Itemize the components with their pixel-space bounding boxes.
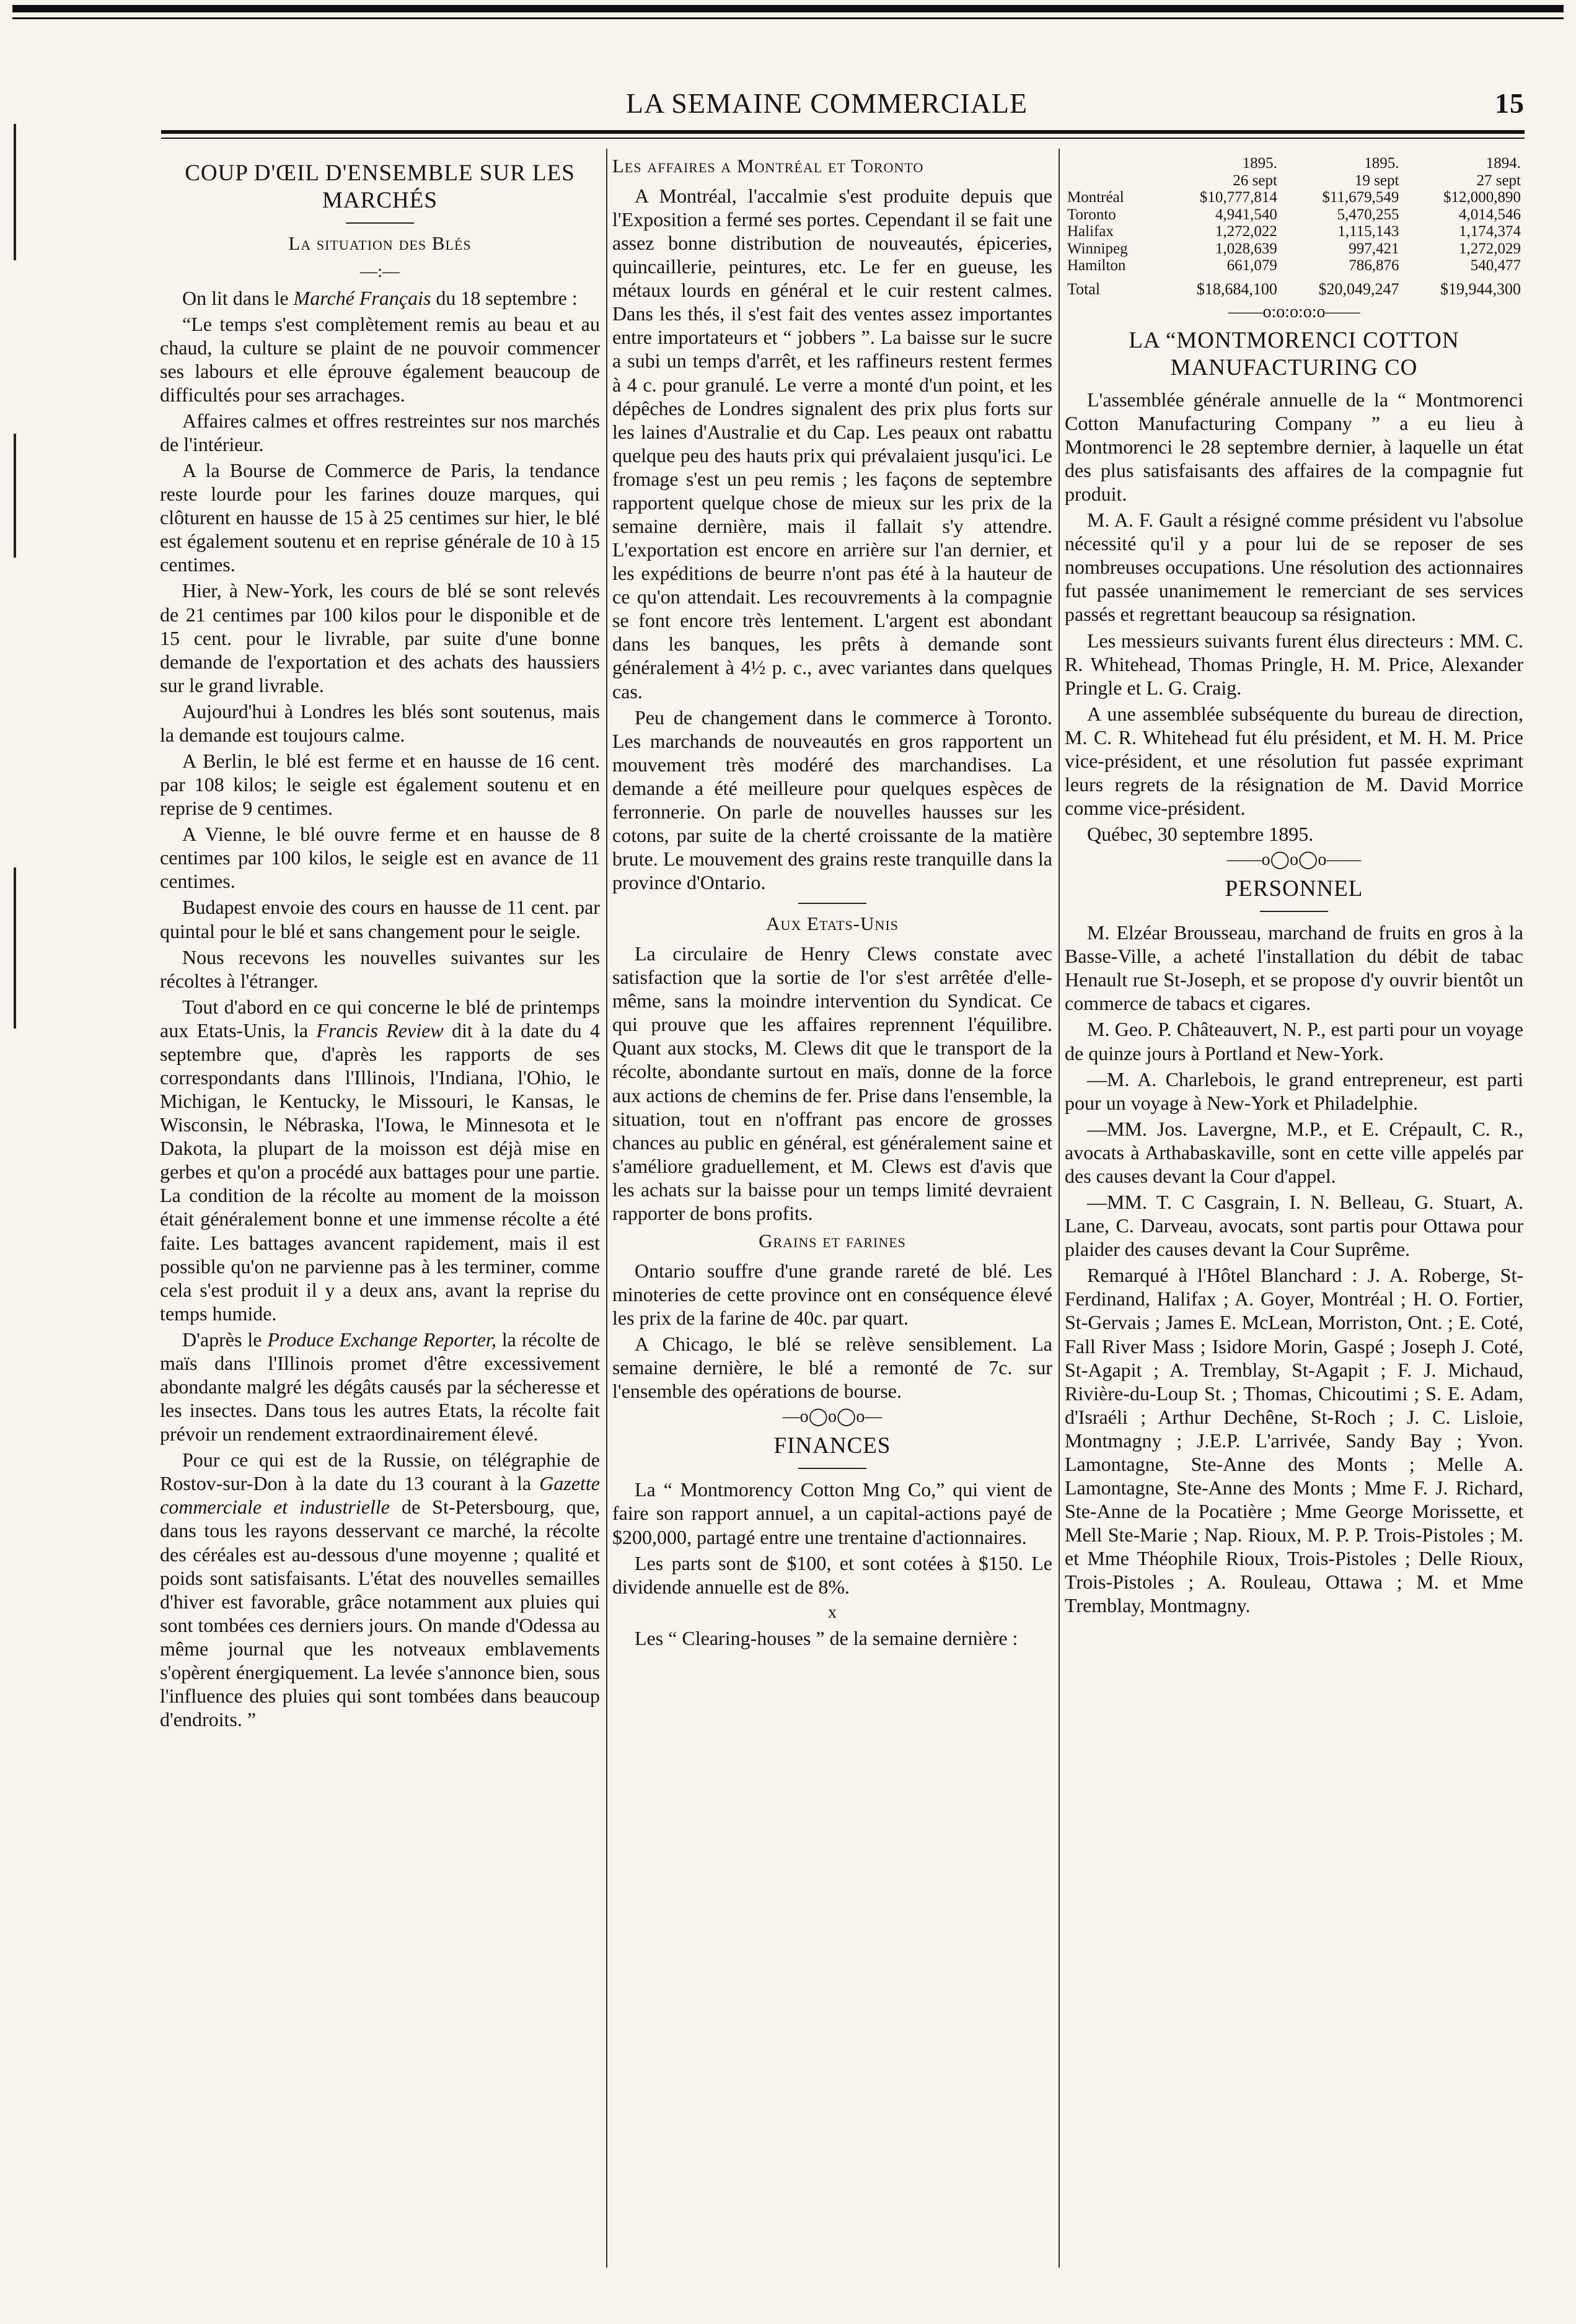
paragraph: A Montréal, l'accalmie s'est produite depuis que l'Exposition a fermé ses portes. Cependant il se fait une assez bonne distribution de nouveautés, épiceries, quincaillerie, peintures, etc. Le fer en gueuse, les métaux lourds en général et le cuir restent calmes. Dans les thés, il s'est fait des ventes assez importantes entre importateurs et “ jobbers ”. La baisse sur le sucre a subi un temps d'arrêt, et les raffineurs restent fermes à 4 c. pour granulé. Le verre a monté d'un point, et les dépêches de Londres signalent des prix plus forts sur les laines d'Australie et du Cap. Les peaux ont rabattu quelque peu des hauts prix qui prévalaient jusqu'ici. Le fromage s'est un peu remis ; les façons de septembre rapportent quelque chose de mieux sur les prix de la semaine dernière, mais il fallait s'y attendre. L'exportation est encore en arrière sur l'an dernier, et les expéditions de beurre n'ont pas été à la hauteur de ce qu'on attendait. Les recouvrements à la compagnie se font encore très lentement. L'argent est abondant dans les banques, les prêts à demande sont généralement à 4½ p. c., avec variantes dans quelques cas. [612, 184, 1052, 703]
ornament-separator: —o◯o◯o— [782, 1407, 883, 1427]
paragraph: —M. A. Charlebois, le grand entrepreneur, est parti pour un voyage à New-York et Philadelphie. [1065, 1068, 1523, 1114]
table-row: Toronto 4,941,540 5,470,255 4,014,546 [1067, 206, 1521, 223]
margin-mark [14, 867, 16, 1028]
article-heading: COUP D'ŒIL D'ENSEMBLE SUR LES MARCHÉS [185, 160, 575, 213]
running-header [161, 87, 1525, 124]
column-header: 1894. [1486, 155, 1521, 172]
ornament-separator: ——o◯o◯o—— [1226, 850, 1362, 870]
table-total-row: Total $18,684,100 $20,049,247 $19,944,300 [1067, 279, 1521, 298]
ornament-separator: ——o:o:o:o:o—— [1228, 302, 1360, 322]
paragraph: Les parts sont de $100, et sont cotées à $150. Le dividende annuelle est de 8%. [612, 1551, 1052, 1598]
paragraph: A une assemblée subséquente du bureau de direction, M. C. R. Whitehead fut élu président, et M. H. M. Price vice-président, et une résolution fut passée exprimant leurs regrets de la résignation de M. David Morrice comme vice-président. [1065, 702, 1523, 820]
paragraph: “Le temps s'est complètement remis au beau et au chaud, la culture se plaint de ne pouvoir commencer ses labours et elle éprouve également beaucoup de difficultés pour ses arrachages. [160, 312, 600, 406]
table-row: Winnipeg 1,028,639 997,421 1,272,029 [1067, 240, 1521, 257]
divider [346, 222, 414, 224]
column-header: 1895. [1242, 155, 1277, 172]
margin-mark [14, 434, 16, 558]
column-header: 27 sept [1476, 172, 1521, 189]
column-header: 26 sept [1233, 172, 1277, 189]
x-separator: x [828, 1602, 837, 1622]
article-heading: PERSONNEL [1225, 875, 1363, 901]
table-header-row [1065, 172, 1523, 190]
column-header: 1895. [1364, 155, 1399, 172]
paragraph: A Berlin, le blé est ferme et en hausse de 16 cent. par 108 kilos; le seigle est également soutenu et en reprise de 9 centimes. [160, 749, 600, 820]
paragraph: Remarqué à l'Hôtel Blanchard : J. A. Roberge, St-Ferdinand, Halifax ; A. Goyer, Montréal ; H. O. Fortier, St-Gervais ; James E. McLean, Morriston, Ont. ; E. Coté, Fall River Mass ; Isidore Morin, Gaspé ; Joseph J. Coté, St-Agapit ; A. Tremblay, St-Agapit ; F. J. Michaud, Rivière-du-Loup St. ; Thomas, Chicoutimi ; S. E. Adam, d'Israéli ; Arthur Dechêne, St-Roch ; J. C. Lisloie, Montmagny ; J.E.P. L'arrivée, Sandy Bay ; Yvon. Lamontagne, Ste-Anne des Monts ; Melle A. Lamontagne, Ste-Anne des Monts ; Mme F. J. Richard, Ste-Anne de la Pocatière ; Mme George Morissette, et Mell Ste-Marie ; Nap. Rioux, M. P. P. Trois-Pistoles ; M. et Mme Théophile Rioux, Trois-Pistoles ; Delle Rioux, Trois-Pistoles ; A. Rouleau, Ottawa ; M. et Mme Tremblay, Montmagny. [1065, 1264, 1523, 1617]
paragraph: Ontario souffre d'une grande rareté de blé. Les minoteries de cette province ont en conséquence élevé les prix de la farine de 40c. par quart. [612, 1259, 1052, 1330]
section-subheading: La situation des Blés [288, 232, 472, 255]
paragraph: Aujourd'hui à Londres les blés sont soutenus, mais la demande est toujours calme. [160, 699, 600, 746]
paragraph: Pour ce qui est de la Russie, on télégraphie de Rostov-sur-Don à la date du 13 courant à la Gazette commerciale et industrielle de St-Petersbourg, que, dans tous les rayons desservant ce marché, la récolte des céréales est au-dessous d'une moyenne ; qualité et poids sont satisfaisants. L'état des nouvelles semailles d'hiver est favorable, grâce notamment aux pluies qui sont tombées ces derniers jours. On mande d'Odessa au même journal que les notveaux emblavements s'opèrent énergiquement. La levée s'annonce bien, sous l'influence des pluies qui sont tombées dans beaucoup d'endroits. ” [160, 1449, 600, 1731]
section-subheading: Grains et farines [759, 1230, 906, 1252]
paragraph: Tout d'abord en ce qui concerne le blé de printemps aux Etats-Unis, la Francis Review dit à la date du 4 septembre que, d'après les rapports de ses correspondants dans l'Illinois, l'Indiana, l'Ohio, le Michigan, le Kentucky, le Missouri, le Kansas, le Wisconsin, le Nébraska, l'Iowa, le Minnesota et le Dakota, la plupart de la moisson est déjà mise en gerbes et qu'on a procédé aux battages pour une partie. La condition de la récolte au moment de la moisson était généralement bonne et une immense récolte a été faite. Les battages avancent rapidement, mais il est possible qu'on ne parvienne pas à les terminer, comme cela s'est produit il y a deux ans, avant la reprise du temps humide. [160, 995, 600, 1325]
section-subheading: Les affaires a Montréal et Toronto [612, 155, 924, 177]
page-number: 15 [1495, 87, 1525, 119]
table-header-row [1065, 155, 1523, 172]
column-divider [1059, 149, 1060, 2268]
table-row: Halifax 1,272,022 1,115,143 1,174,374 [1067, 223, 1521, 240]
paragraph: On lit dans le Marché Français du 18 septembre : [182, 286, 578, 309]
header-rule-thin [161, 138, 1525, 139]
paragraph: M. Elzéar Brousseau, marchand de fruits en gros à la Basse-Ville, a acheté l'installation du débit de tabac Henault rue St-Joseph, et se propose d'y ouvrir bientôt un commerce de tabacs et cigares. [1065, 921, 1523, 1015]
divider: —:— [360, 262, 400, 282]
paragraph: Les messieurs suivants furent élus directeurs : MM. C. R. Whitehead, Thomas Pringle, H. M. Price, Alexander Pringle et L. G. Craig. [1065, 629, 1523, 699]
finances-heading: FINANCES [773, 1432, 891, 1458]
paragraph: A Vienne, le blé ouvre ferme et en hausse de 8 centimes par 100 kilos, le seigle est en avance de 11 centimes. [160, 823, 600, 893]
paragraph: L'assemblée générale annuelle de la “ Montmorenci Cotton Manufacturing Company ” a eu lieu à Montmorenci le 28 septembre dernier, à laquelle un état des plus satisfaisants des affaires de la compagnie fut produit. [1065, 388, 1523, 506]
top-border-thin [12, 17, 1564, 19]
paragraph: Peu de changement dans le commerce à Toronto. Les marchands de nouveautés en gros rapportent un mouvement très modéré des marchandises. La demande a été meilleure pour quelques espèces de ferronnerie. On parle de nouvelles hausses sur les cotons, par suite de la cherté croissante de la matière brute. Le mouvement des grains reste tranquille dans la province d'Ontario. [612, 706, 1052, 894]
paragraph: Budapest envoie des cours en hausse de 11 cent. par quintal pour le blé et sans changement pour le seigle. [160, 896, 600, 942]
paragraph: M. Geo. P. Châteauvert, N. P., est parti pour un voyage de quinze jours à Portland et New-York. [1065, 1018, 1523, 1064]
paragraph: La circulaire de Henry Clews constate avec satisfaction que la sortie de l'or s'est arrêtée d'elle-même, sans la moindre intervention du Syndicat. Ce qui prouve que les affaires reprennent l'équilibre. Quant aux stocks, M. Clews dit que le transport de la récolte, abondante surtout en maïs, donne de la force aux actions de chemins de fer. Prise dans l'ensemble, la situation, tout en n'offrant pas encore de grosses chances au public en général, est généralement saine et s'améliore graduellement, et M. Clews est d'avis que les achats sur la baisse pour un temps limité devraient rapporter de bons profits. [612, 942, 1052, 1224]
clearing-house-table [1065, 155, 1523, 298]
publication-title: LA SEMAINE COMMERCIALE [626, 87, 1028, 119]
top-border-heavy [12, 5, 1564, 12]
article-heading: LA “MONTMORENCI COTTON MANUFACTURING CO [1129, 328, 1459, 381]
dateline: Québec, 30 septembre 1895. [1087, 823, 1314, 846]
table-row: Montréal $10,777,814 $11,679,549 $12,000,890 [1067, 189, 1521, 206]
column-1 [160, 155, 600, 2280]
paragraph: A Chicago, le blé se relève sensiblement. La semaine dernière, le blé a remonté de 7c. sur l'ensemble des opérations de bourse. [612, 1333, 1052, 1403]
table-row: Hamilton 661,079 786,876 540,477 [1067, 257, 1521, 274]
column-divider [606, 149, 607, 2268]
divider [1260, 911, 1328, 912]
section-subheading: Aux Etats-Unis [766, 913, 899, 935]
paragraph: —MM. T. C Casgrain, I. N. Belleau, G. Stuart, A. Lane, C. Darveau, avocats, sont partis pour Ottawa pour plaider des causes devant la Cour Suprême. [1065, 1191, 1523, 1261]
paragraph: M. A. F. Gault a résigné comme président vu l'absolue nécessité qu'il y a pour lui de se reposer de ses nombreuses occupations. Une résolution des actionnaires fut passée unanimement le remerciant de ses services passés et regrettant beaucoup sa résignation. [1065, 509, 1523, 626]
divider [798, 1468, 866, 1469]
column-3 [1065, 155, 1523, 2280]
header-rule [161, 130, 1525, 134]
margin-mark [14, 124, 16, 260]
paragraph: La “ Montmorency Cotton Mng Co,” qui vient de faire son rapport annuel, a un capital-actions payé de $200,000, partagé entre une trentaine d'actionnaires. [612, 1478, 1052, 1548]
paragraph: Nous recevons les nouvelles suivantes sur les récoltes à l'étranger. [160, 945, 600, 992]
paragraph: Hier, à New-York, les cours de blé se sont relevés de 21 centimes par 100 kilos pour le disponible et de 15 cent. pour le livrable, par suite d'une bonne demande de l'exportation et des achats des haussiers sur le grand livrable. [160, 579, 600, 696]
paragraph: D'après le Produce Exchange Reporter, la récolte de maïs dans l'Illinois promet d'être excessivement abondante malgré les dégâts causés par la sécheresse et les insectes. Dans tous les autres Etats, la récolte fait prévoir un rendement extraordinairement élevé. [160, 1328, 600, 1445]
column-header: 19 sept [1354, 172, 1399, 189]
column-2 [612, 155, 1052, 2280]
paragraph: Affaires calmes et offres restreintes sur nos marchés de l'intérieur. [160, 409, 600, 455]
paragraph: A la Bourse de Commerce de Paris, la tendance reste lourde pour les farines douze marques, qui clôturent en hausse de 15 à 25 centimes sur hier, le blé est également soutenu et en reprise générale de 10 à 15 centimes. [160, 459, 600, 576]
divider [798, 903, 866, 904]
paragraph: —MM. Jos. Lavergne, M.P., et E. Crépault, C. R., avocats à Arthabaskaville, sont en cette ville appelés par des causes devant la Cour d'appel. [1065, 1117, 1523, 1187]
paragraph: Les “ Clearing-houses ” de la semaine dernière : [635, 1627, 1018, 1650]
